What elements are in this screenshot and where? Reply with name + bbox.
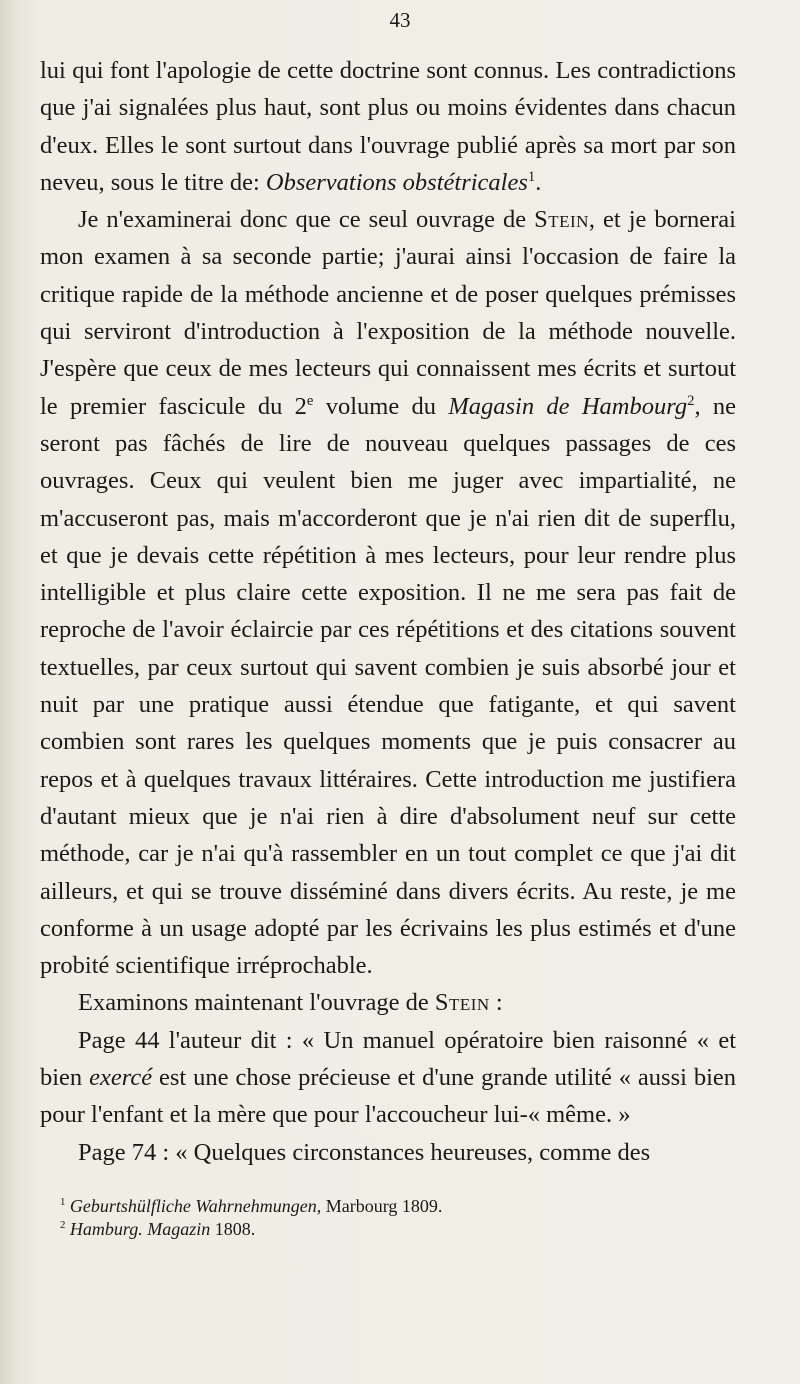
paragraph-5: Page 74 : « Quelques circonstances heureuses, comme des (78, 1138, 651, 1166)
footnote-mark: 1 (60, 1196, 66, 1208)
paragraph-2-text-c: volume du (313, 392, 449, 420)
footnote-2 (40, 1218, 736, 1241)
paragraph-1 (40, 52, 736, 201)
paragraph-1-end: . (535, 168, 542, 196)
paragraph-4 (40, 1022, 736, 1134)
author-name: Stein (434, 989, 490, 1017)
paragraph-2-text: Je n'examinerai donc que ce seul ouvrage de (78, 206, 535, 234)
paragraph-3-text: Examinons maintenant l'ouvrage de (78, 989, 435, 1017)
ordinal-superscript: e (306, 392, 314, 409)
body-text (40, 52, 736, 1171)
footnote-text: , Marbourg 1809. (316, 1196, 443, 1216)
footnote-ref-1: 1 (527, 168, 536, 185)
paragraph-2-text-b: , et je bornerai mon examen à sa seconde partie; j'aurai ainsi l'occasion de faire la critique rapide de la méthode ancienne et de poser quelques prémisses qui serviront d'introduction à l'exposition de la méthode nouvelle. J'espère que ceux de mes lecteurs qui connaissent mes écrits et surtout le premier fascicule du 2 (40, 206, 736, 420)
paragraph-3 (40, 984, 736, 1021)
paragraph-2 (40, 201, 736, 984)
paragraph-1-text: lui qui font l'apologie de cette doctrine sont connus. Les contradictions que j'ai signalées plus haut, sont plus ou moins évidentes dans chacun d'eux. Elles le sont surtout dans l'ouvrage publié après sa mort par son neveu, sous le titre de: (40, 57, 736, 196)
footnotes (40, 1195, 736, 1241)
footnote-title-italic: Hamburg. Magazin (69, 1219, 211, 1239)
footnote-ref-2: 2 (687, 392, 695, 409)
footnote-1 (40, 1195, 736, 1218)
page-number: 43 (389, 8, 411, 32)
author-name: Stein (534, 206, 589, 234)
book-title-italic: Observations obstétricales (265, 168, 528, 196)
paragraph-2-text-d: , ne seront pas fâchés de lire de nouveau quelques passages de ces ouvrages. Ceux qui veulent bien me juger avec impartialité, ne m'accuseront pas, mais m'accorderont que je n'ai rien dit de superflu, et que je devais cette répétition à mes lecteurs, pour leur rendre plus intelligible et plus claire cette exposition. Il ne me sera pas fait de reproche de l'avoir éclaircie par ces répétitions et des citations souvent textuelles, par ceux surtout qui savent combien je suis absorbé jour et nuit par une pratique aussi étendue que fatigante, et qui savent combien sont rares les quelques moments que je puis consacrer au repos et à quelques travaux littéraires. Cette introduction me justifiera d'autant mieux que je n'ai rien à dire d'absolument neuf sur cette méthode, car je n'ai qu'à rassembler en un tout complet ce que j'ai dit ailleurs, et qui se trouve disséminé dans divers écrits. Au reste, je me conforme à un usage adopté par les écrivains les plus estimés et d'une probité scientifique irréprochable. (40, 392, 736, 980)
paragraph-4-text-b: est une chose précieuse et d'une grande utilité « aussi bien pour l'enfant et la mère que pour l'accoucheur lui-« même. » (40, 1064, 737, 1129)
footnote-text: 1808. (210, 1219, 256, 1239)
paragraph-3-end: : (489, 989, 503, 1017)
footnote-title-italic: Geburtshülfliche Wahrnehmungen (69, 1196, 317, 1216)
magazine-title-italic: Magasin de Hambourg (448, 392, 688, 420)
paragraph-4-text: Page 44 l'auteur dit : « Un manuel opératoire bien raisonné « et bien (40, 1026, 736, 1092)
emphasis-italic: exercé (89, 1064, 153, 1092)
footnote-mark: 2 (60, 1219, 66, 1231)
